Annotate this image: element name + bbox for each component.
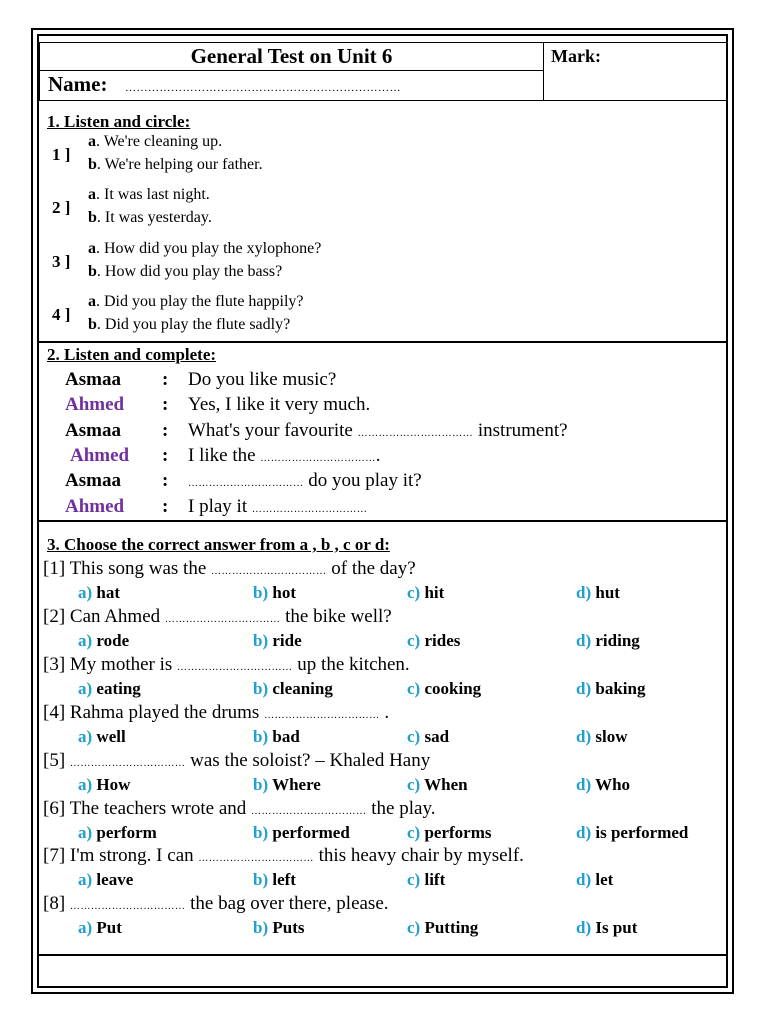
question-number: [5] [43, 749, 66, 771]
option-text: Is put [591, 918, 638, 938]
question-text: the play. [366, 797, 436, 819]
option-text: leave [92, 870, 134, 890]
name-label: Name: [48, 72, 108, 96]
answer-option[interactable] [78, 727, 126, 747]
option-letter: b) [253, 774, 269, 794]
speaker-name: Ahmed [65, 394, 125, 416]
answer-option[interactable] [576, 823, 688, 843]
answer-option[interactable] [407, 631, 460, 651]
option-text: hut [591, 583, 620, 602]
option-text: . It was yesterday. [96, 209, 212, 226]
dialogue-line [188, 470, 422, 492]
blank-field[interactable]: …………………………… [251, 503, 368, 515]
option-letter: c) [407, 726, 421, 746]
option-letter: c) [407, 918, 421, 938]
blank-field[interactable]: …………………………… [251, 805, 367, 817]
option-text: cooking [420, 678, 482, 698]
option-text: Putting [420, 918, 479, 938]
option-text: . It was last night. [96, 186, 210, 203]
option-text: . Did you play the flute happily? [96, 293, 304, 310]
answer-option[interactable] [407, 679, 481, 699]
answer-option[interactable] [576, 775, 630, 795]
answer-option[interactable] [407, 823, 492, 843]
dialogue-line [188, 394, 370, 416]
option-letter: d) [576, 870, 592, 890]
colon: : [162, 495, 169, 517]
question-number: [8] [43, 893, 66, 915]
question-text: Rahma played the drums [65, 701, 265, 723]
answer-option[interactable] [576, 679, 645, 699]
option-letter: a [88, 240, 96, 257]
answer-option[interactable] [253, 679, 333, 699]
option-a[interactable] [88, 133, 222, 151]
question-text: The teachers wrote and [65, 797, 252, 819]
option-letter: c) [407, 774, 421, 794]
blank-field[interactable]: …………………………… [264, 709, 380, 721]
answer-option[interactable] [576, 870, 613, 890]
option-letter: b) [253, 918, 269, 938]
option-text: ride [268, 630, 302, 650]
colon: : [162, 369, 169, 390]
answer-option[interactable] [78, 631, 129, 651]
section2-heading: 2. Listen and complete: [47, 345, 217, 364]
speaker-name: Asmaa [65, 419, 121, 441]
item-number: 3 ] [52, 252, 71, 271]
option-letter: b [88, 156, 97, 173]
option-a[interactable] [88, 240, 321, 258]
answer-option[interactable] [253, 583, 296, 603]
item-number: 4 ] [52, 305, 71, 324]
option-text: Where [268, 774, 321, 794]
question-text: up the kitchen. [292, 653, 410, 675]
answer-option[interactable] [78, 679, 141, 699]
line-text: I play it [188, 495, 252, 517]
line-text: do you play it? [303, 470, 422, 492]
answer-option[interactable] [78, 583, 120, 603]
question-text: . [379, 701, 390, 723]
blank-field[interactable]: …………………………… [69, 901, 186, 913]
answer-option[interactable] [576, 918, 637, 938]
question-number: [2] [43, 605, 66, 627]
option-b[interactable] [88, 156, 263, 174]
option-text: lift [420, 870, 446, 890]
answer-option[interactable] [78, 918, 122, 938]
blank-field[interactable]: …………………………… [188, 478, 304, 490]
answer-option[interactable] [78, 823, 157, 843]
question-text: My mother is [65, 653, 178, 675]
answer-option[interactable] [407, 918, 478, 938]
answer-option[interactable] [253, 631, 302, 651]
option-a[interactable] [88, 293, 304, 311]
option-text: let [591, 870, 614, 890]
option-text: cleaning [268, 678, 333, 698]
option-text: slow [591, 726, 628, 746]
question-number: [4] [43, 701, 66, 723]
speaker-name: Asmaa [65, 369, 121, 390]
line-text: Yes, I like it very much. [188, 394, 371, 416]
page-title: General Test on Unit 6 [190, 44, 393, 68]
option-text: . We're cleaning up. [96, 133, 223, 150]
question-text: this heavy chair by myself. [313, 845, 524, 867]
blank-field[interactable]: …………………………… [211, 566, 327, 577]
blank-field[interactable]: …………………………… [69, 757, 186, 769]
option-letter: a) [78, 583, 93, 602]
question-text: the bag over there, please. [185, 893, 389, 915]
option-letter: b) [253, 870, 269, 890]
dialogue-line [188, 496, 367, 518]
option-b[interactable] [88, 263, 282, 281]
option-letter: d) [576, 774, 592, 794]
option-text: sad [420, 726, 450, 746]
question-text: the bike well? [280, 605, 392, 627]
speaker-name: Ahmed [65, 495, 125, 517]
option-text: eating [92, 678, 141, 698]
option-text: left [268, 870, 296, 890]
colon: : [162, 444, 169, 466]
option-letter: b) [253, 583, 269, 602]
option-text: Put [92, 918, 122, 938]
option-text: well [92, 726, 126, 746]
line-text: instrument? [473, 419, 568, 441]
option-text: hat [92, 583, 121, 602]
answer-option[interactable] [407, 775, 468, 795]
section3-heading: 3. Choose the correct answer from a , b , c or d: [47, 535, 390, 554]
name-field[interactable]: ……………………………………………………………… [125, 82, 401, 94]
option-letter: a) [78, 870, 93, 890]
option-letter: a [88, 133, 96, 150]
option-text: is performed [591, 822, 689, 842]
question-text: Can Ahmed [65, 605, 165, 627]
blank-field[interactable]: …………………………… [357, 427, 474, 439]
answer-option[interactable] [253, 775, 321, 795]
question-number: [7] [43, 845, 66, 867]
option-letter: b) [253, 726, 269, 746]
option-text: rode [92, 630, 130, 650]
option-text: baking [591, 678, 646, 698]
option-letter: b) [253, 678, 269, 698]
answer-option[interactable] [253, 823, 350, 843]
answer-option[interactable] [407, 727, 449, 747]
question-number: [3] [43, 653, 66, 675]
option-letter: d) [576, 726, 592, 746]
option-letter: d) [576, 583, 592, 602]
option-letter: a) [78, 822, 93, 842]
question-number: [6] [43, 797, 66, 819]
colon: : [162, 419, 169, 441]
colon: : [162, 394, 169, 416]
option-letter: d) [576, 630, 592, 650]
question [43, 606, 392, 628]
question [43, 798, 435, 820]
option-letter: a) [78, 630, 93, 650]
option-text: rides [420, 630, 461, 650]
answer-option[interactable] [576, 727, 628, 747]
option-text: perform [92, 822, 157, 842]
dialogue-line [188, 420, 568, 442]
dialogue-line [188, 445, 381, 467]
option-letter: a) [78, 678, 93, 698]
question [43, 558, 416, 580]
option-b[interactable] [88, 209, 212, 227]
option-letter: c) [407, 630, 421, 650]
option-text: riding [591, 630, 640, 650]
line-text: I like the [188, 444, 261, 466]
question-text: This song was the [65, 558, 211, 579]
option-text: When [420, 774, 468, 794]
section-divider [37, 520, 728, 522]
question [43, 654, 410, 676]
option-text: performed [268, 822, 350, 842]
item-number: 2 ] [52, 198, 71, 217]
colon: : [162, 470, 169, 492]
answer-option[interactable] [78, 775, 130, 795]
option-text: hot [268, 583, 296, 602]
option-text: hit [420, 583, 445, 602]
question [43, 702, 389, 724]
question-number: [1] [43, 558, 66, 579]
question-text: of the day? [326, 558, 416, 579]
item-number: 1 ] [52, 145, 71, 164]
answer-option[interactable] [253, 870, 296, 890]
option-letter: c) [407, 583, 421, 602]
answer-option[interactable] [576, 583, 620, 603]
option-letter: a) [78, 774, 93, 794]
answer-option[interactable] [407, 583, 444, 603]
line-text: Do you like music? [188, 369, 337, 390]
option-letter: d) [576, 822, 592, 842]
option-letter: d) [576, 918, 592, 938]
blank-field[interactable]: …………………………… [177, 661, 293, 673]
section-divider [37, 341, 728, 343]
option-letter: a) [78, 918, 93, 938]
option-letter: a [88, 293, 96, 310]
header-divider [39, 70, 544, 71]
option-letter: c) [407, 678, 421, 698]
section1-heading: 1. Listen and circle: [47, 112, 191, 131]
option-text: performs [420, 822, 492, 842]
option-letter: c) [407, 822, 421, 842]
answer-option[interactable] [407, 870, 445, 890]
answer-option[interactable] [253, 727, 300, 747]
option-letter: a [88, 186, 96, 203]
line-text: What's your favourite [188, 419, 358, 441]
blank-field[interactable]: …………………………… [198, 853, 314, 865]
section-divider [37, 954, 728, 956]
option-letter: b [88, 316, 97, 333]
line-text: . [375, 444, 381, 466]
option-a[interactable] [88, 186, 210, 204]
option-letter: b) [253, 822, 269, 842]
option-letter: b [88, 263, 97, 280]
question-text: I'm strong. I can [65, 845, 199, 867]
answer-option[interactable] [78, 870, 133, 890]
question [43, 750, 430, 772]
option-text: Who [591, 774, 631, 794]
answer-option[interactable] [253, 918, 305, 938]
question-text: was the soloist? – Khaled Hany [185, 749, 431, 771]
option-text: bad [268, 726, 300, 746]
option-letter: b) [253, 630, 269, 650]
option-text: . How did you play the bass? [96, 263, 283, 280]
question [43, 893, 389, 915]
speaker-name: Asmaa [65, 470, 121, 492]
question [43, 845, 524, 867]
option-letter: c) [407, 870, 421, 890]
blank-field[interactable]: …………………………… [260, 452, 376, 464]
option-letter: d) [576, 678, 592, 698]
option-letter: a) [78, 726, 93, 746]
dialogue-line [188, 369, 336, 391]
option-letter: b [88, 209, 97, 226]
mark-label: Mark: [551, 46, 601, 66]
option-text: . We're helping our father. [96, 156, 263, 173]
answer-option[interactable] [576, 631, 640, 651]
speaker-name: Ahmed [70, 444, 130, 466]
option-text: How [92, 774, 131, 794]
option-text: Puts [268, 918, 305, 938]
option-text: . How did you play the xylophone? [96, 240, 322, 257]
option-text: . Did you play the flute sadly? [96, 316, 291, 333]
option-b[interactable] [88, 316, 290, 334]
blank-field[interactable]: …………………………… [164, 613, 281, 625]
